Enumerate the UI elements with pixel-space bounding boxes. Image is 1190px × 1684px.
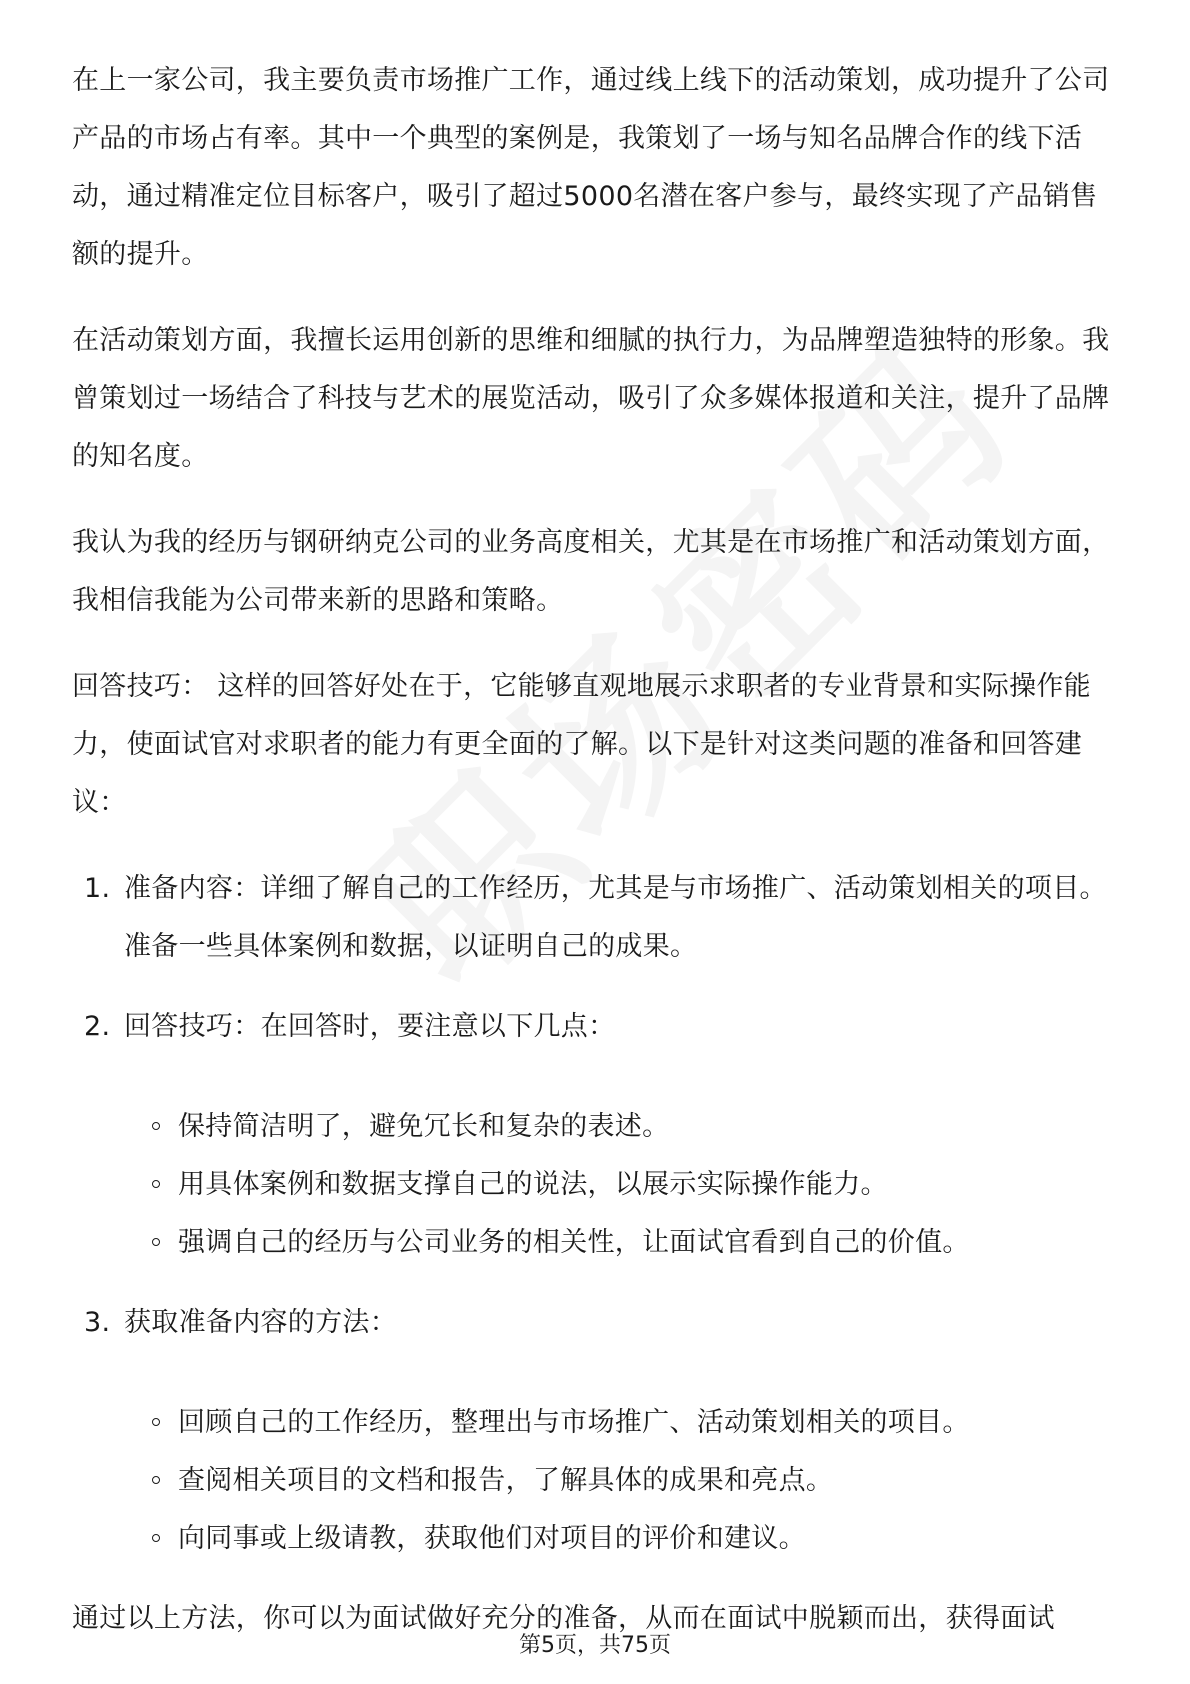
paragraph-answer-tips: 回答技巧： 这样的回答好处在于，它能够直观地展示求职者的专业背景和实际操作能力，使面试官对求职者的能力有更全面的了解。以下是针对这类问题的准备和回答建议： (72, 671, 1091, 818)
list-item (72, 998, 1122, 1056)
sublist-item-text: 强调自己的经历与公司业务的相关性，让面试官看到自己的价值。 (178, 1227, 970, 1258)
sublist-item (72, 1452, 1122, 1510)
hollow-bullet-icon (152, 1418, 160, 1426)
advice-list-continued (72, 1294, 1122, 1352)
sublist-item-text: 保持简洁明了，避免冗长和复杂的表述。 (178, 1111, 670, 1142)
sublist-item-text: 用具体案例和数据支撑自己的说法，以展示实际操作能力。 (178, 1169, 888, 1200)
list-item-text: 准备内容：详细了解自己的工作经历，尤其是与市场推广、活动策划相关的项目。准备一些具体案例和数据，以证明自己的成果。 (124, 873, 1107, 962)
paragraph-event-planning: 在活动策划方面，我擅长运用创新的思维和细腻的执行力，为品牌塑造独特的形象。我曾策划过一场结合了科技与艺术的展览活动，吸引了众多媒体报道和关注，提升了品牌的知名度。 (72, 325, 1110, 472)
answer-tips-sublist (72, 1098, 1122, 1272)
list-item (72, 1294, 1122, 1352)
page-number-footer: 第5页，共75页 (519, 1633, 671, 1658)
hollow-bullet-icon (152, 1122, 160, 1130)
list-number: 1. (84, 873, 111, 904)
preparation-methods-sublist (72, 1394, 1122, 1568)
sublist-item-text: 查阅相关项目的文档和报告，了解具体的成果和亮点。 (178, 1465, 834, 1496)
document-body (72, 52, 1122, 1676)
paragraph-experience: 在上一家公司，我主要负责市场推广工作，通过线上线下的活动策划，成功提升了公司产品的市场占有率。其中一个典型的案例是，我策划了一场与知名品牌合作的线下活动，通过精准定位目标客户，吸引了超过5000名潜在客户参与，最终实现了产品销售额的提升。 (72, 65, 1110, 270)
list-item-text: 回答技巧：在回答时，要注意以下几点： (124, 1011, 616, 1042)
sublist-item-text: 回顾自己的工作经历，整理出与市场推广、活动策划相关的项目。 (178, 1407, 970, 1438)
list-number: 2. (84, 1011, 111, 1042)
hollow-bullet-icon (152, 1476, 160, 1484)
sublist-item (72, 1156, 1122, 1214)
sublist-item (72, 1098, 1122, 1156)
list-item (72, 860, 1122, 976)
hollow-bullet-icon (152, 1238, 160, 1246)
sublist-item (72, 1214, 1122, 1272)
advice-list (72, 860, 1122, 1056)
paragraph-closing: 通过以上方法，你可以为面试做好充分的准备，从而在面试中脱颖而出，获得面试 (72, 1603, 1055, 1634)
hollow-bullet-icon (152, 1180, 160, 1188)
sublist-item (72, 1394, 1122, 1452)
list-item-text: 获取准备内容的方法： (124, 1307, 397, 1338)
hollow-bullet-icon (152, 1534, 160, 1542)
sublist-item-text: 向同事或上级请教，获取他们对项目的评价和建议。 (178, 1523, 806, 1554)
sublist-item (72, 1510, 1122, 1568)
list-number: 3. (84, 1307, 111, 1338)
paragraph-relevance: 我认为我的经历与钢研纳克公司的业务高度相关，尤其是在市场推广和活动策划方面，我相信我能为公司带来新的思路和策略。 (72, 527, 1110, 616)
